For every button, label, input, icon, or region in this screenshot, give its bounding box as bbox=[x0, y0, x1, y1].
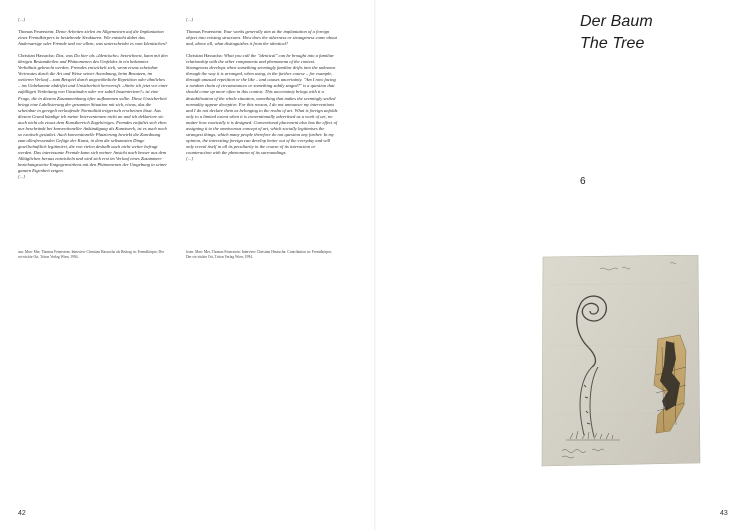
speaker-name: Christian Hassucha: bbox=[18, 53, 55, 59]
ellipsis-open: [...] bbox=[186, 17, 194, 22]
ellipsis-close: [...] bbox=[18, 174, 26, 180]
ellipsis-close: [...] bbox=[186, 155, 194, 161]
page-number-left: 42 bbox=[18, 510, 26, 517]
ellipsis-open: [...] bbox=[18, 17, 26, 22]
figure-number: 6 bbox=[580, 176, 586, 187]
tree-sketch-collage-icon bbox=[540, 255, 702, 467]
answer-paragraph bbox=[18, 53, 168, 180]
answer-text: What you call the "identical" can be brought into a familiar relationship with the other components and phenomena of the context. Strangeness develops when something seemingly familiar drifts into the unknown through the way it is arranged, when using, in the further course – for example, through unusual repetition or the like – and causes uncertainty. "Am I now facing a random chain of circumstances or something subtly staged?" is a question that should come up more often in this context. This uncertainty brings with it a destabilisation of the whole situation, something that makes the seemingly settled normality appear deceptive. For this reason, I do not announce my interventions and I do not declare them as belonging to the realm of art. What is foreign unfolds only to a limited extent when it is conventionally advertised as a work of art, no matter how exotically it is designed. Conventional placement also has the effect of assigning it to the omnivorous concept of art, which socially legitimises the strangest things, which many people therefore do not question any further. In my opinion, the interesting foreign can develop better out of the everyday and will only reveal itself in all its peculiarity in the course of its interaction or counteraction with the phenomena of its surroundings. bbox=[186, 53, 338, 155]
speaker-name: Thomas Feuerstein: bbox=[186, 29, 223, 35]
answer-paragraph bbox=[186, 53, 338, 162]
source-note-english: from: Marc Mer, Thomas Feuerstein: Interview Christian Hassucha: Contribution in: Fremdkörper, Der rot-rückte Ort, Triton Verlag Wien, 1994. bbox=[186, 250, 332, 259]
source-note-german: aus: Marc Mer, Thomas Feuerstein: Interview Christian Hassucha als Beitrag in: Fremdkörper, Der rot-rückte Ort, Triton Verlag Wien, 1994. bbox=[18, 250, 165, 259]
speaker-name: Christian Hassucha: bbox=[186, 53, 223, 59]
question-text: Deine Arbeiten zielen im Allgemeinen auf die Implantation eines Fremdkörpers in bestehende Strukturen. Wie entsteht dabei das Andersartige oder Fremde und vor allem, was unterscheidet es vom Identischen? bbox=[18, 29, 168, 47]
answer-text: Das, was Du hier als »Identische« bezeichnest, kann mit den übrigen Bestandteilen und Phänomenen des Umfeldes in ein bekanntes Verhältnis gebracht werden. Fremdes entwickelt sich, wenn etwas scheinbar Vertrautes durch die Art und Weise seiner Anordnung, beim Benutzen, im weiteren Verlauf – zum Beispiel durch ungewöhnliche Repetition oder ähnliches – ins Unbekannte abdriftet und Unsicherheit hervorruft. »Stehe ich jetzt vor einer zufälligen Verkettung von Umständen oder vor subtil Inszeniertem?« ist eine Frage, die in diesem Zusammenhang öfter aufkommen sollte. Diese Unsicherheit bringt eine Labilisierung der gesamten Situation mit sich, etwas, das die scheinbar in geregelt verlaufende Normalität trügerisch erscheinen lässt. Aus diesem Grund kündige ich meine Interventionen nicht an und ich deklariere sie auch nicht als etwas dem Kunstbereich Zugehöriges. Fremdes entfaltet sich eben nur beschränkt bei konventioneller Ankündigung als Kunstwerk, ist es auch noch so exotisch gestaltet. Auch konventionelle Platzierung bewirkt die Zuordnung zum allesfressenden Gefüge der Kunst, in dem die seltsamsten Dinge gesellschaftlich legitimiert, die von vielen deshalb auch nicht weiter befragt werden. Das interessante Fremde kann sich meiner Ansicht nach besser aus dem Alltäglichen heraus entwickeln und wird sich erst im Verlauf eines Zusammen- beziehungsweise Entgegenwirkens mit den Phänomenen der Umgebung in seiner ganzen Eigenheit zeigen. bbox=[18, 53, 168, 174]
question-text: Your works generally aim at the implantation of a foreign object into existing structures. How does the otherness or strangeness come about and, above all, what distinguishes it from the identical? bbox=[186, 29, 337, 47]
text-column-english bbox=[186, 17, 338, 168]
speaker-name: Thomas Feuerstein: bbox=[18, 29, 55, 35]
question-paragraph bbox=[186, 29, 338, 47]
title-german: Der Baum bbox=[580, 13, 653, 30]
page-gutter bbox=[374, 0, 376, 530]
text-column-german bbox=[18, 17, 168, 186]
page-number-right: 43 bbox=[720, 510, 728, 517]
title-english: The Tree bbox=[580, 35, 645, 52]
question-paragraph bbox=[18, 29, 168, 47]
